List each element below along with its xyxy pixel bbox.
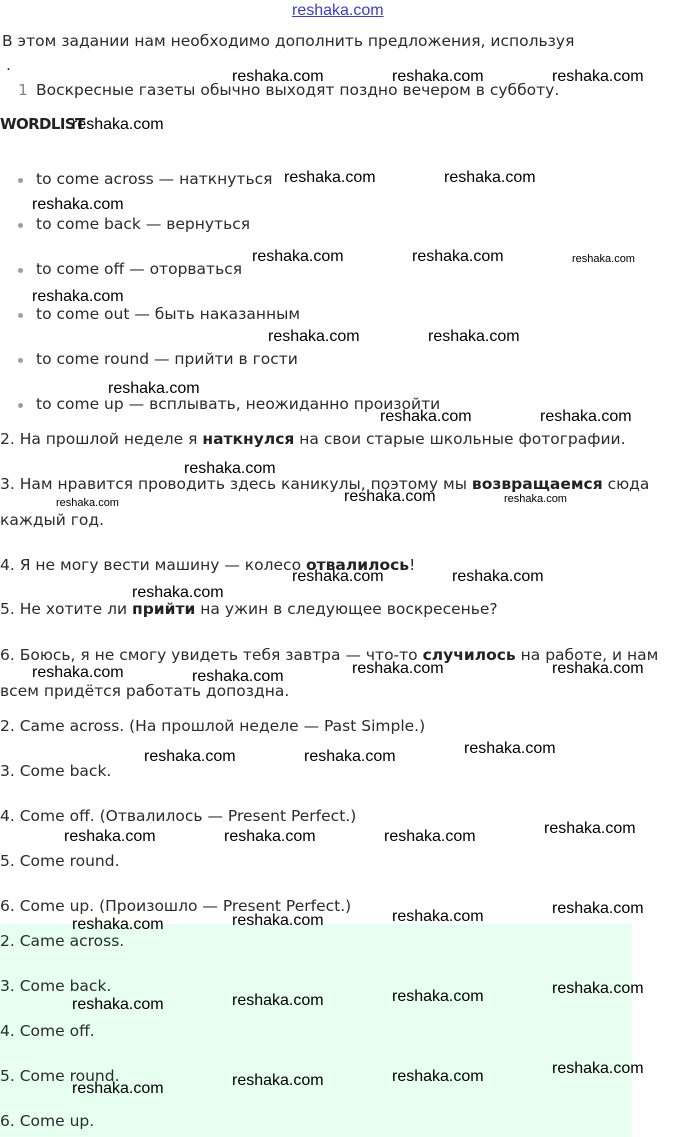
watermark: reshaka.com xyxy=(444,169,536,186)
wordlist-item: to come out — быть наказанным xyxy=(36,305,301,323)
answer-4: 4. Come off. xyxy=(0,1022,95,1040)
wordlist-item: to come across — наткнуться xyxy=(36,170,273,188)
wordlist-item: to come round — прийти в гости xyxy=(36,350,298,368)
watermark: reshaka.com xyxy=(428,328,520,345)
watermark: reshaka.com xyxy=(572,253,635,265)
watermark: reshaka.com xyxy=(544,820,636,837)
answer-box xyxy=(0,924,632,1137)
wordlist-item: to come up — всплывать, неожиданно произойти xyxy=(36,395,441,413)
watermark: reshaka.com xyxy=(232,68,324,85)
watermark: reshaka.com xyxy=(72,116,164,133)
wordlist-title: WORDLIST xyxy=(0,115,85,133)
watermark: reshaka.com xyxy=(452,568,544,585)
watermark: reshaka.com xyxy=(56,497,119,509)
watermark: reshaka.com xyxy=(192,668,284,685)
bullet-icon xyxy=(18,268,23,273)
sentence-4: 4. Я не могу вести машину — колесо отвалилось! xyxy=(0,556,416,574)
answer-6: 6. Come up. xyxy=(0,1112,95,1130)
watermark: reshaka.com xyxy=(392,988,484,1005)
watermark: reshaka.com xyxy=(380,408,472,425)
watermark: reshaka.com xyxy=(384,828,476,845)
watermark: reshaka.com xyxy=(252,248,344,265)
watermark: reshaka.com xyxy=(552,68,644,85)
sentence-2: 2. На прошлой неделе я наткнулся на свои старые школьные фотографии. xyxy=(0,430,626,448)
answer-2: 2. Came across. xyxy=(0,932,125,950)
watermark: reshaka.com xyxy=(32,664,124,681)
explanation-3: 3. Come back. xyxy=(0,762,112,780)
sentence-6-continuation: всем придётся работать допоздна. xyxy=(0,682,290,700)
explanation-4: 4. Come off. (Отвалилось — Present Perfect.) xyxy=(0,807,357,825)
watermark: reshaka.com xyxy=(552,900,644,917)
watermark: reshaka.com xyxy=(72,1080,164,1097)
watermark: reshaka.com xyxy=(392,1068,484,1085)
bullet-icon xyxy=(18,223,23,228)
watermark: reshaka.com xyxy=(108,380,200,397)
watermark: reshaka.com xyxy=(72,996,164,1013)
watermark: reshaka.com xyxy=(284,169,376,186)
watermark: reshaka.com xyxy=(464,740,556,757)
site-link[interactable]: reshaka.com xyxy=(292,2,384,19)
watermark: reshaka.com xyxy=(552,1060,644,1077)
watermark: reshaka.com xyxy=(144,748,236,765)
wordlist-item: to come back — вернуться xyxy=(36,215,251,233)
watermark: reshaka.com xyxy=(552,660,644,677)
watermark: reshaka.com xyxy=(292,568,384,585)
explanation-6: 6. Come up. (Произошло — Present Perfect.) xyxy=(0,897,352,915)
watermark: reshaka.com xyxy=(32,288,124,305)
watermark: reshaka.com xyxy=(352,660,444,677)
sentence-5: 5. Не хотите ли прийти на ужин в следующее воскресенье? xyxy=(0,600,498,618)
watermark: reshaka.com xyxy=(344,488,436,505)
watermark: reshaka.com xyxy=(540,408,632,425)
explanation-5: 5. Come round. xyxy=(0,852,120,870)
watermark: reshaka.com xyxy=(232,912,324,929)
intro-text: В этом задании нам необходимо дополнить предложения, используя xyxy=(2,32,575,50)
answer-5: 5. Come round. xyxy=(0,1067,120,1085)
answer-3: 3. Come back. xyxy=(0,977,112,995)
sentence-3-continuation: каждый год. xyxy=(0,511,105,529)
watermark: reshaka.com xyxy=(504,493,567,505)
watermark: reshaka.com xyxy=(304,748,396,765)
bullet-icon xyxy=(18,403,23,408)
sentence-3: 3. Нам нравится проводить здесь каникулы, поэтому мы возвращаемся сюда xyxy=(0,475,650,493)
watermark: reshaka.com xyxy=(32,196,124,213)
watermark: reshaka.com xyxy=(392,908,484,925)
watermark: reshaka.com xyxy=(232,1072,324,1089)
watermark: reshaka.com xyxy=(232,992,324,1009)
example-sentence: Воскресные газеты обычно выходят поздно вечером в субботу. xyxy=(36,81,560,99)
watermark: reshaka.com xyxy=(392,68,484,85)
bullet-icon xyxy=(18,358,23,363)
sentence-6: 6. Боюсь, я не смогу увидеть тебя завтра — что-то случилось на работе, и нам xyxy=(0,646,659,664)
bullet-icon xyxy=(18,178,23,183)
intro-dot: . xyxy=(6,56,11,74)
explanation-2: 2. Came across. (На прошлой неделе — Past Simple.) xyxy=(0,717,426,735)
watermark: reshaka.com xyxy=(552,980,644,997)
example-number: 1 xyxy=(18,81,28,99)
watermark: reshaka.com xyxy=(64,828,156,845)
watermark: reshaka.com xyxy=(72,916,164,933)
watermark: reshaka.com xyxy=(224,828,316,845)
watermark: reshaka.com xyxy=(268,328,360,345)
watermark: reshaka.com xyxy=(412,248,504,265)
bullet-icon xyxy=(18,313,23,318)
watermark: reshaka.com xyxy=(184,460,276,477)
wordlist-item: to come off — оторваться xyxy=(36,260,243,278)
watermark: reshaka.com xyxy=(132,584,224,601)
